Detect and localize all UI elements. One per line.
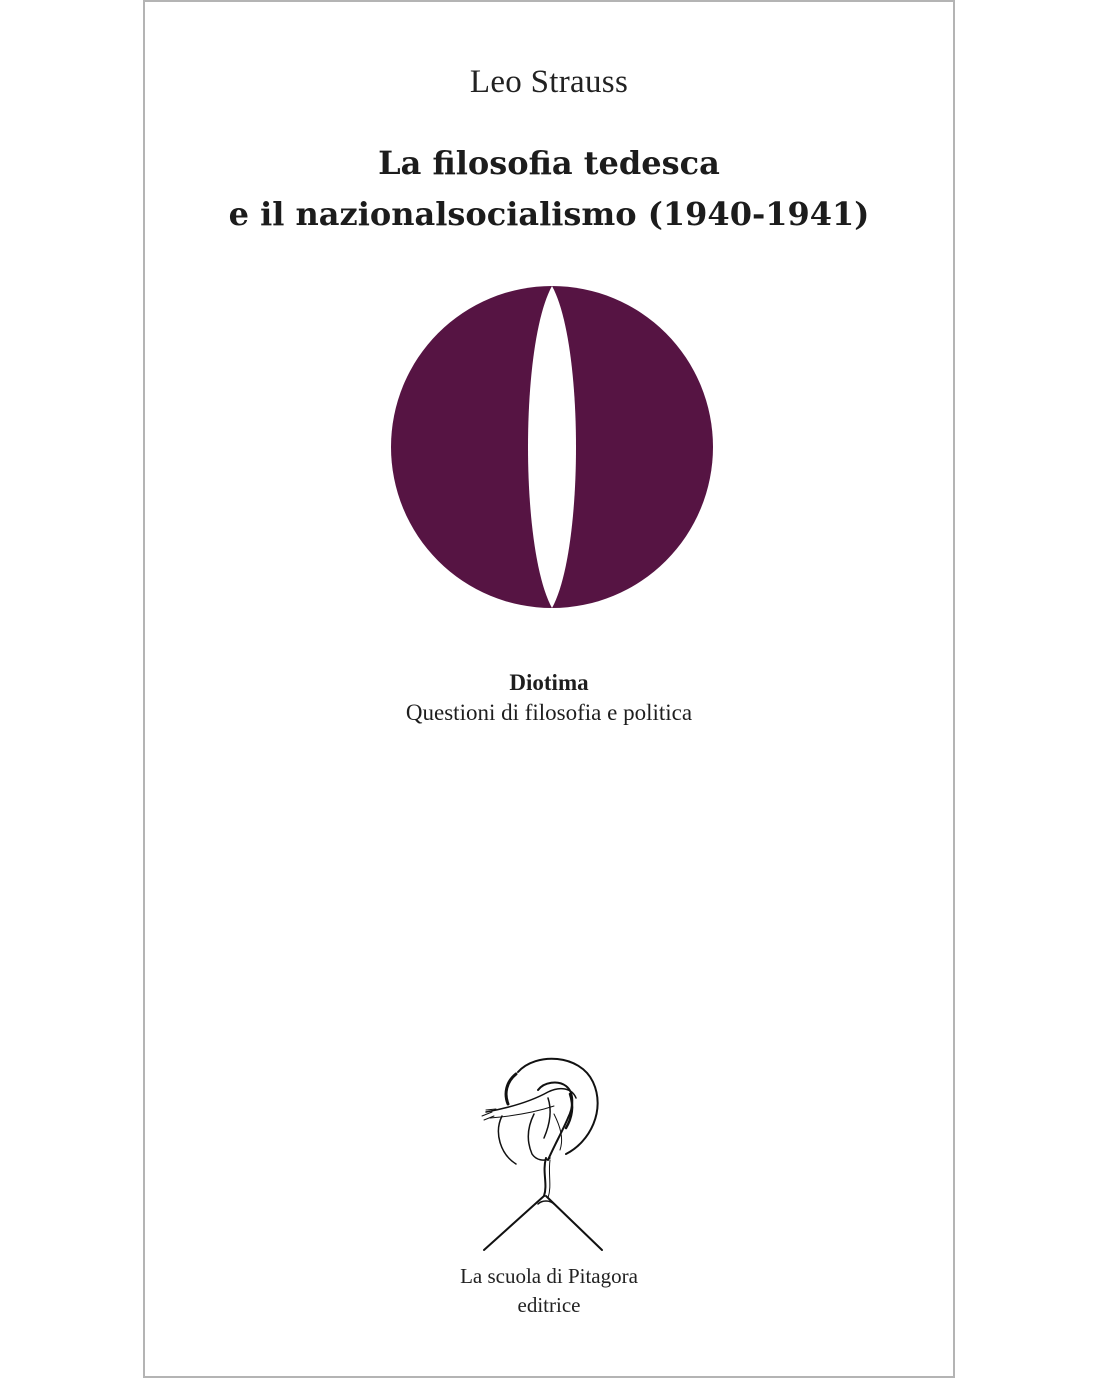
book-title: [145, 138, 953, 240]
series-block: [145, 668, 953, 728]
title-line-1: La filosofia tedesca: [378, 144, 720, 182]
publisher-name: La scuola di Pitagora: [460, 1264, 638, 1288]
series-subtitle: Questioni di filosofia e politica: [405, 700, 693, 725]
author-name: Leo Strauss: [469, 64, 629, 100]
title-line-2: e il nazionalsocialismo (1940-1941): [228, 195, 870, 233]
book-cover: [143, 0, 955, 1378]
series-name: Diotima: [509, 670, 589, 695]
publisher-block: [145, 1262, 953, 1320]
pythagoras-school-logo-icon: [478, 1054, 608, 1254]
publisher-label: editrice: [517, 1293, 581, 1317]
purple-circle-split-icon: [390, 284, 714, 610]
